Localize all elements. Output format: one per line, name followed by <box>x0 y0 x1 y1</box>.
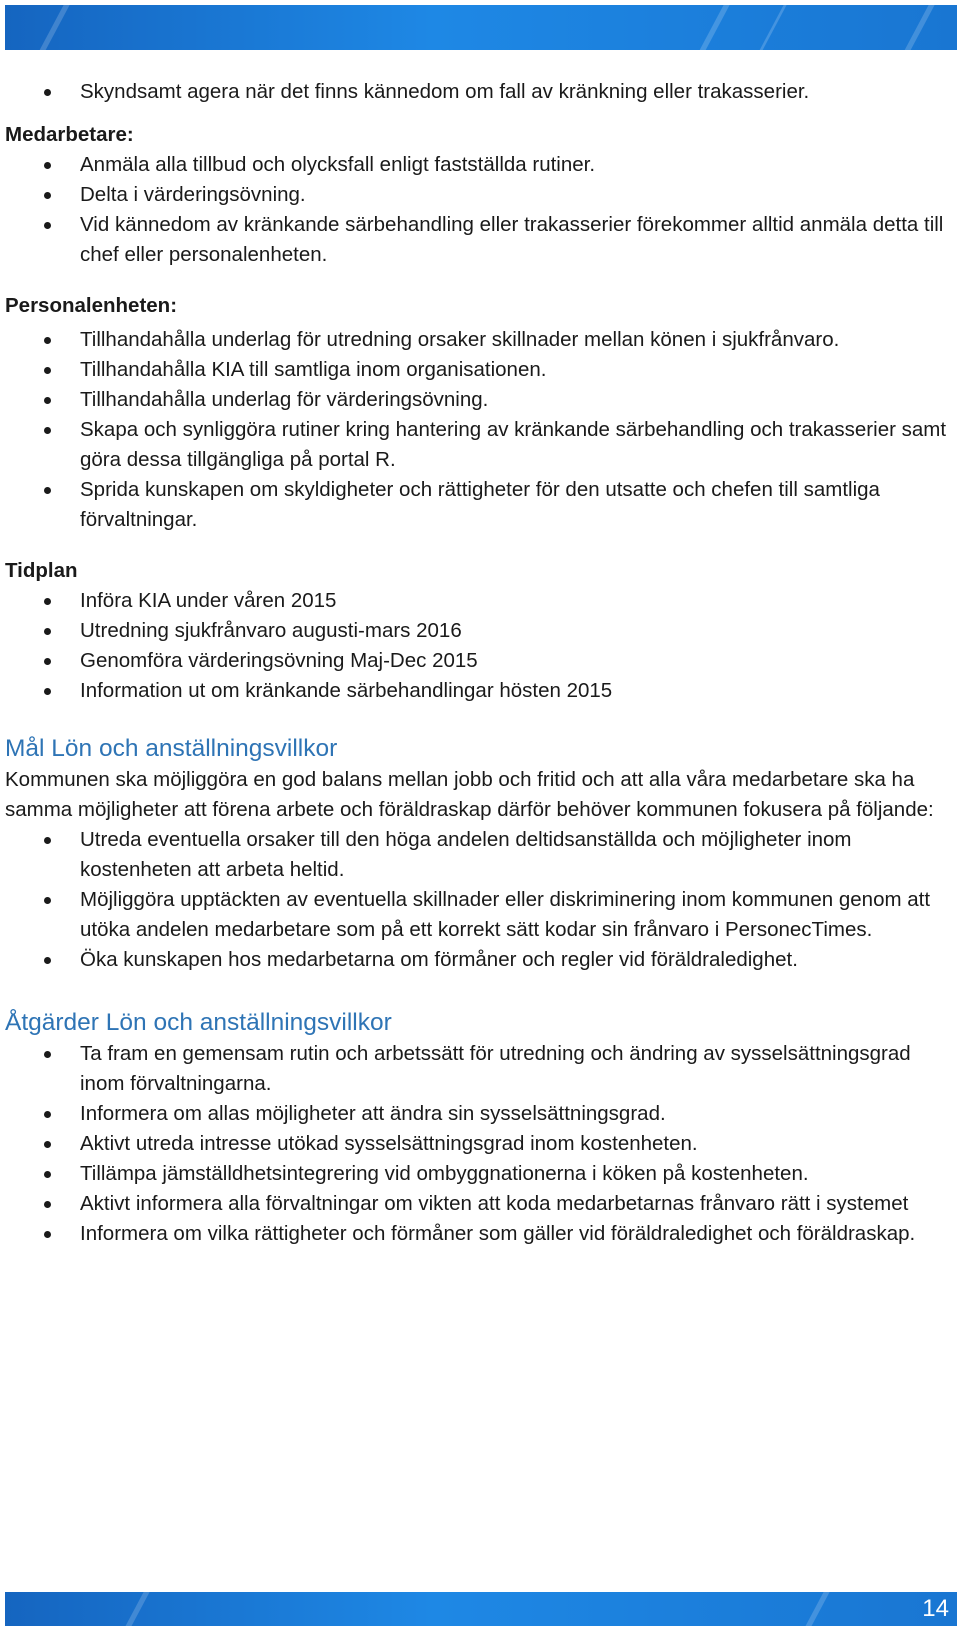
bullet-icon <box>44 222 51 229</box>
list-item <box>5 325 955 355</box>
bullet-icon <box>44 1051 51 1058</box>
list-item <box>5 475 955 535</box>
list-item-text: Informera om allas möjligheter att ändra sin sysselsättningsgrad. <box>80 1102 666 1125</box>
list-item-text: Anmäla alla tillbud och olycksfall enligt fastställda rutiner. <box>80 153 596 176</box>
list-item <box>5 415 955 475</box>
bullet-icon <box>44 1201 51 1208</box>
bullet-icon <box>44 367 51 374</box>
tidplan-list <box>5 586 955 706</box>
list-item-text: Tillhandahålla KIA till samtliga inom organisationen. <box>80 358 547 381</box>
section-label-medarbetare: Medarbetare: <box>5 123 134 146</box>
bullet-icon <box>44 957 51 964</box>
atgarder-list <box>5 1039 955 1249</box>
mal-list <box>5 825 955 975</box>
list-item-text: Ta fram en gemensam rutin och arbetssätt för utredning och ändring av sysselsättningsgrad inom förvaltningarna. <box>80 1042 911 1095</box>
list-item-text: Informera om vilka rättigheter och förmåner som gäller vid föräldraledighet och föräldraskap. <box>80 1222 916 1245</box>
list-item-text: Öka kunskapen hos medarbetarna om förmåner och regler vid föräldraledighet. <box>80 948 798 971</box>
bullet-icon <box>44 1141 51 1148</box>
bullet-icon <box>44 688 51 695</box>
list-item <box>5 1099 955 1129</box>
list-item <box>5 586 955 616</box>
bullet-icon <box>44 1231 51 1238</box>
mal-paragraph: Kommunen ska möjliggöra en god balans mellan jobb och fritid och att alla våra medarbetare ska ha samma möjligheter att förena arbete och föräldraskap därför behöver kommunen fokusera på följande: <box>5 768 934 821</box>
list-item-text: Aktivt informera alla förvaltningar om vikten att koda medarbetarnas frånvaro rätt i systemet <box>80 1192 909 1215</box>
bullet-icon <box>44 337 51 344</box>
bullet-icon <box>44 397 51 404</box>
list-item-text: Aktivt utreda intresse utökad sysselsättningsgrad inom kostenheten. <box>80 1132 698 1155</box>
list-item <box>5 1159 955 1189</box>
list-item <box>5 676 955 706</box>
bullet-icon <box>44 162 51 169</box>
bullet-icon <box>44 628 51 635</box>
list-item-text: Information ut om kränkande särbehandlingar hösten 2015 <box>80 679 613 702</box>
list-item-text: Skapa och synliggöra rutiner kring hantering av kränkande särbehandling och trakasserier samt göra dessa tillgängliga på portal R. <box>80 418 947 471</box>
list-item <box>5 825 955 885</box>
list-item-text: Utreda eventuella orsaker till den höga andelen deltidsanställda och möjligheter inom kostenheten att arbeta heltid. <box>80 828 852 881</box>
list-item <box>5 210 955 270</box>
list-item-text: Möjliggöra upptäckten av eventuella skillnader eller diskriminering inom kommunen genom att utöka andelen medarbetare som på ett korrekt sätt kodar sin frånvaro i PersonecTimes. <box>80 888 931 941</box>
section-heading-atgarder: Åtgärder Lön och anställningsvillkor <box>5 1009 392 1036</box>
list-item <box>5 945 955 975</box>
page-number: 14 <box>922 1595 949 1622</box>
list-item-text: Tillämpa jämställdhetsintegrering vid ombyggnationerna i köken på kostenheten. <box>80 1162 809 1185</box>
list-item <box>5 1129 955 1159</box>
list-item <box>5 150 955 180</box>
list-item-text: Utredning sjukfrånvaro augusti-mars 2016 <box>80 619 462 642</box>
bullet-icon <box>44 658 51 665</box>
list-item-text: Sprida kunskapen om skyldigheter och rättigheter för den utsatte och chefen till samtliga förvaltningar. <box>80 478 880 531</box>
list-item-text: Skyndsamt agera när det finns kännedom om fall av kränkning eller trakasserier. <box>80 80 810 103</box>
list-item <box>5 1219 955 1249</box>
header-banner <box>5 5 957 50</box>
list-item <box>5 355 955 385</box>
list-item <box>5 77 955 107</box>
footer-banner <box>5 1592 957 1626</box>
bullet-icon <box>44 89 51 96</box>
list-item-text: Genomföra värderingsövning Maj-Dec 2015 <box>80 649 478 672</box>
bullet-icon <box>44 487 51 494</box>
bullet-icon <box>44 837 51 844</box>
medarbetare-list <box>5 150 955 270</box>
list-item-text: Tillhandahålla underlag för värderingsövning. <box>80 388 489 411</box>
section-label-personalenheten: Personalenheten: <box>5 294 178 317</box>
intro-list <box>5 77 955 107</box>
list-item <box>5 1189 955 1219</box>
bullet-icon <box>44 598 51 605</box>
bullet-icon <box>44 1111 51 1118</box>
list-item <box>5 646 955 676</box>
list-item <box>5 885 955 945</box>
bullet-icon <box>44 1171 51 1178</box>
bullet-icon <box>44 897 51 904</box>
list-item <box>5 1039 955 1099</box>
bullet-icon <box>44 192 51 199</box>
section-label-tidplan: Tidplan <box>5 559 78 582</box>
list-item-text: Delta i värderingsövning. <box>80 183 306 206</box>
list-item-text: Vid kännedom av kränkande särbehandling eller trakasserier förekommer alltid anmäla detta till chef eller personalenheten. <box>80 213 944 266</box>
section-heading-mal: Mål Lön och anställningsvillkor <box>5 735 338 762</box>
document-body <box>5 77 955 1249</box>
personalenheten-list <box>5 325 955 535</box>
list-item <box>5 180 955 210</box>
bullet-icon <box>44 427 51 434</box>
list-item <box>5 385 955 415</box>
list-item <box>5 616 955 646</box>
list-item-text: Tillhandahålla underlag för utredning orsaker skillnader mellan könen i sjukfrånvaro. <box>80 328 840 351</box>
list-item-text: Införa KIA under våren 2015 <box>80 589 337 612</box>
